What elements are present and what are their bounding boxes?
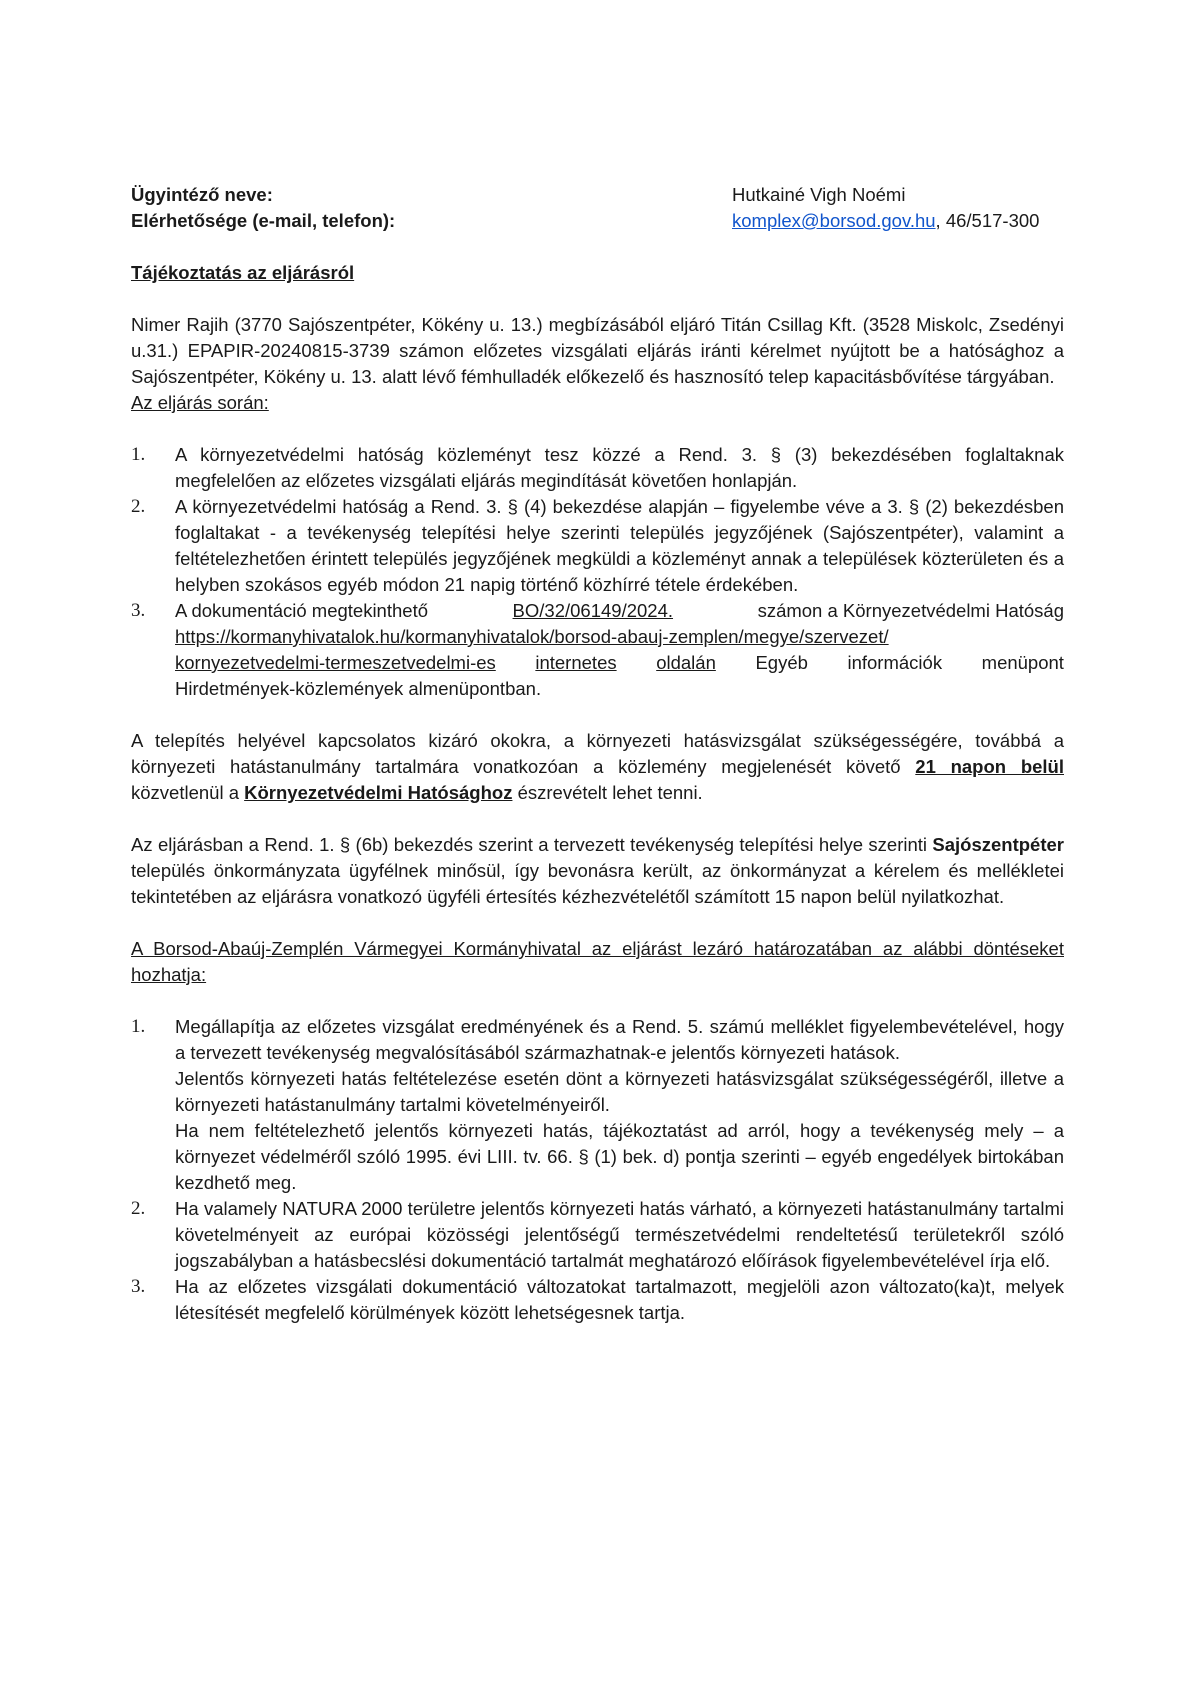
officer-name: Hutkainé Vigh Noémi [732, 184, 906, 205]
section-title: Tájékoztatás az eljárásról [131, 262, 355, 283]
decision-text: Jelentős környezeti hatás feltételezése esetén dönt a környezeti hatásvizsgálat szükségességéről, illetve a környezeti hatástanulmány tartalmi követelményeiről. [175, 1068, 1064, 1115]
list-item-text: A környezetvédelmi hatóság közleményt tesz közzé a Rend. 3. § (3) bekezdésében foglaltaknak megfelelően az előzetes vizsgálati eljárás megindítását követően honlapján. [175, 444, 1064, 491]
town-name: Sajószentpéter [932, 834, 1064, 855]
decision-text: Megállapítja az előzetes vizsgálat eredményének és a Rend. 5. számú melléklet figyelembevételével, hogy a tervezett tevékenység megvalósításából származhatnak-e jelentős környezeti hatások. [175, 1016, 1064, 1063]
website-url-line [175, 624, 1064, 650]
list-number: 3. [131, 600, 146, 621]
contact-label: Elérhetősége (e-mail, telefon): [131, 210, 396, 231]
list-item [131, 1274, 1064, 1326]
contact-row [131, 208, 1064, 234]
remark-text: közvetlenül a [131, 782, 245, 803]
website-url-line-2 [175, 650, 1064, 676]
list-item [131, 598, 1064, 702]
contact-phone: , 46/517-300 [935, 210, 1040, 231]
website-url-link-cont[interactable]: oldalán [656, 652, 716, 673]
decision-text: Ha az előzetes vizsgálati dokumentáció változatokat tartalmazott, megjelöli azon változato(ka)t, melyek létesítését megfelelő körülmények között lehetségesnek tartja. [175, 1276, 1064, 1323]
list-item-text: A környezetvédelmi hatóság a Rend. 3. § (4) bekezdése alapján – figyelembe véve a 3. § (2) bekezdésben foglaltakat - a tevékenység telepítési helye szerinti település jegyzőjének (Sajószentpéter), valamint a feltételezhetően érintett település jegyzőjének megküldi a közleményt annak a települések közterületen és a helyben szokásos egyéb módon 21 napig történő közhírré tétele érdekében. [175, 496, 1064, 595]
remark-paragraph [131, 728, 1064, 806]
website-url-link-cont[interactable]: internetes [535, 652, 617, 673]
document-content [131, 182, 1064, 1326]
list-item [131, 442, 1064, 494]
officer-row [131, 182, 1064, 208]
list-number: 1. [131, 1016, 146, 1037]
decision-text: Ha valamely NATURA 2000 területre jelentős környezeti hatás várható, a környezeti hatástanulmány tartalmi követelményeit az európai közösségi jelentőségű természetvédelmi rendeltetésű területekről szóló jogszabályban a hatásbecslési dokumentáció tartalmát meghatározó előírások figyelembevételével írja elő. [175, 1198, 1064, 1271]
menu-word: menüpont [981, 652, 1064, 673]
website-url-link-cont[interactable]: kornyezetvedelmi-termeszetvedelmi-es [175, 652, 496, 673]
remark-text: észrevételt lehet tenni. [512, 782, 703, 803]
client-paragraph [131, 832, 1064, 910]
decision-list [131, 1014, 1064, 1326]
list-number: 2. [131, 496, 146, 517]
list-number: 3. [131, 1276, 146, 1297]
website-url-link[interactable]: https://kormanyhivatalok.hu/kormanyhivatalok/borsod-abauj-zemplen/megye/szervezet/ [175, 626, 889, 647]
client-text: Az eljárásban a Rend. 1. § (6b) bekezdés szerint a tervezett tevékenység telepítési helye szerinti [131, 834, 933, 855]
ref-text-a: A dokumentáció megtekinthető [175, 600, 428, 621]
procedure-list [131, 442, 1064, 702]
client-text: település önkormányzata ügyfélnek minősül, így bevonásra került, az önkormányzat a kérelem és mellékletei tekintetében az eljárásra vonatkozó ügyféli értesítés kézhezvételétől számított 15 napon belül nyilatkozhat. [131, 860, 1064, 907]
procedure-heading: Az eljárás során: [131, 392, 269, 413]
list-number: 2. [131, 1198, 146, 1219]
submenu-line: Hirdetmények-közlemények almenüpontban. [175, 678, 542, 699]
list-item [131, 1014, 1064, 1196]
menu-word: információk [847, 652, 943, 673]
decision-text: Ha nem feltételezhető jelentős környezeti hatás, tájékoztatást ad arról, hogy a tevékenység mely – a környezet védelméről szóló 1995. évi LIII. tv. 66. § (1) bek. d) pontja szerinti – egyéb engedélyek birtokában kezdhető meg. [175, 1120, 1064, 1193]
contact-value [732, 208, 1039, 234]
authority-highlight: Környezetvédelmi Hatósághoz [244, 782, 513, 803]
list-item [131, 494, 1064, 598]
list-number: 1. [131, 444, 146, 465]
ref-text-b: számon a Környezetvédelmi Hatóság [757, 600, 1064, 621]
remark-text: A telepítés helyével kapcsolatos kizáró okokra, a környezeti hatásvizsgálat szükségességére, továbbá a környezeti hatástanulmány tartalmára vonatkozóan a közlemény megjelenését követő [131, 730, 1064, 777]
deadline-highlight: 21 napon belül [915, 756, 1064, 777]
contact-email-link[interactable]: komplex@borsod.gov.hu [732, 210, 936, 231]
list-item [131, 1196, 1064, 1274]
officer-label: Ügyintéző neve: [131, 184, 273, 205]
intro-paragraph: Nimer Rajih (3770 Sajószentpéter, Kökény u. 13.) megbízásából eljáró Titán Csillag Kft. (3528 Miskolc, Zsedényi u.31.) EPAPIR-20240815-3739 számon előzetes vizsgálati eljárás iránti kérelmet nyújtott be a hatósághoz a Sajószentpéter, Kökény u. 13. alatt lévő fémhulladék előkezelő és hasznosító telep kapacitásbővítése tárgyában. [131, 314, 1064, 387]
menu-word: Egyéb [755, 652, 808, 673]
document-ref-line [175, 598, 1064, 624]
document-ref-number[interactable]: BO/32/06149/2024. [512, 600, 674, 621]
decisions-heading: A Borsod-Abaúj-Zemplén Vármegyei Kormányhivatal az eljárást lezáró határozatában az alábbi döntéseket hozhatja: [131, 938, 1064, 985]
